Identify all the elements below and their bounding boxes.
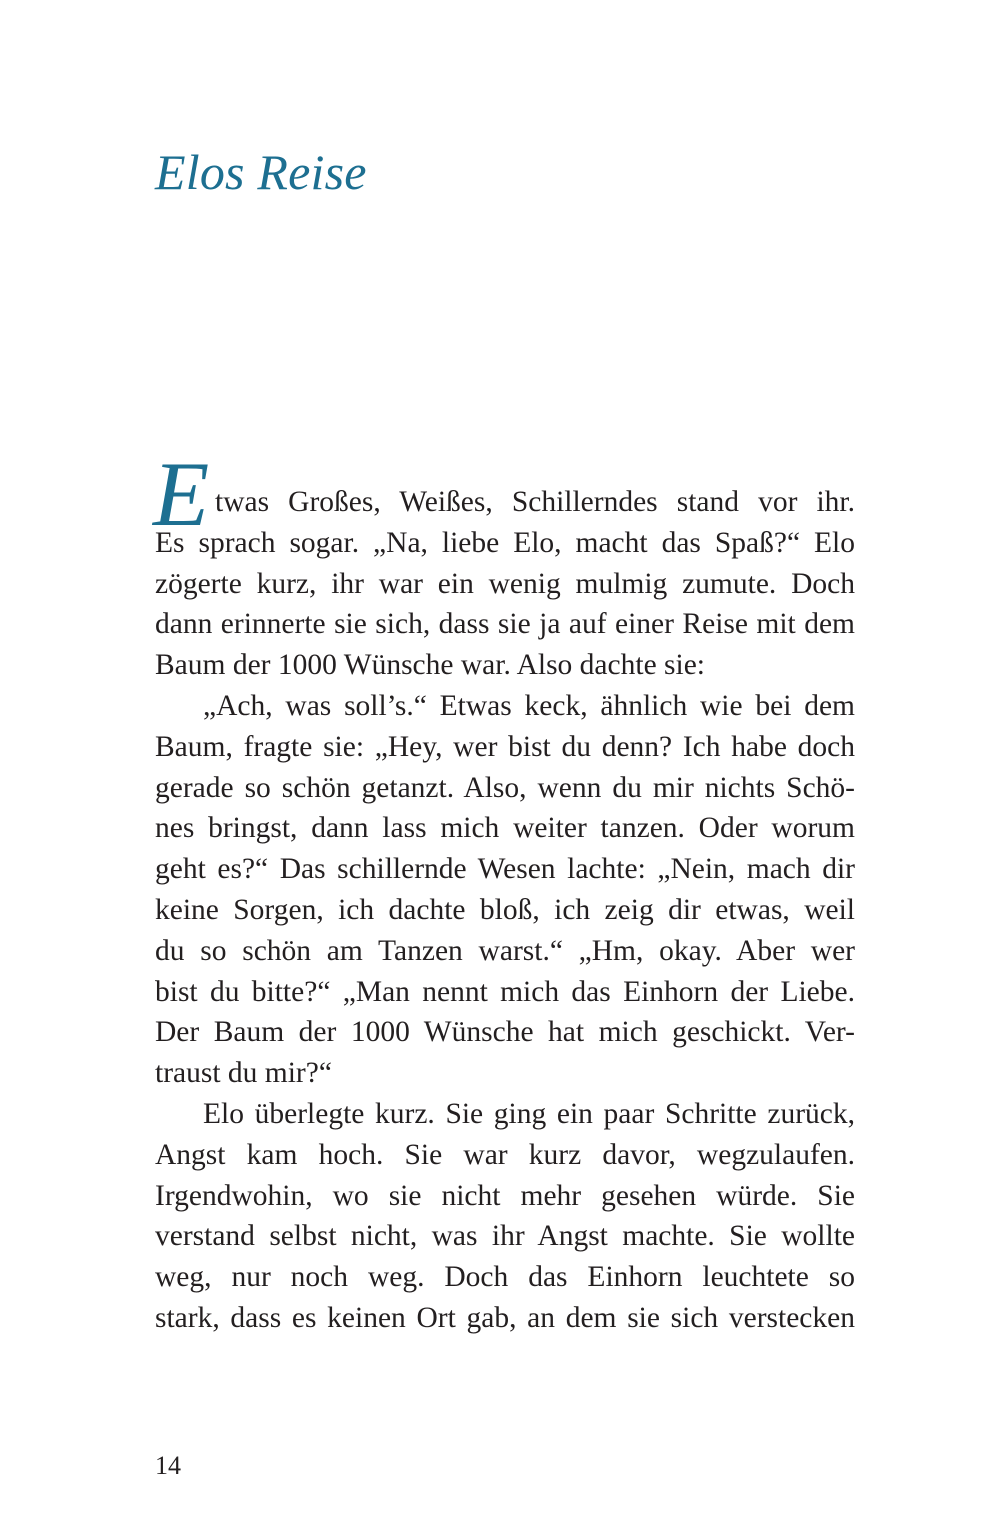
text-line: dann erinnerte sie sich, dass sie ja auf einer Reise mit dem [155,608,855,641]
text-line: weg, nur noch weg. Doch das Einhorn leuchtete so [155,1261,855,1294]
text-line: Elo überlegte kurz. Sie ging ein paar Schritte zurück, [203,1097,855,1130]
drop-cap-initial: E [153,443,210,545]
chapter-title: Elos Reise [155,144,367,200]
text-line: gerade so schön getanzt. Also, wenn du mir nichts Schö- [155,771,855,804]
text-line: Irgendwohin, wo sie nicht mehr gesehen würde. Sie [155,1179,855,1212]
text-line-content: twas Großes, Weißes, Schillerndes stand vor ihr. [215,486,855,518]
text-line: Der Baum der 1000 Wünsche hat mich geschickt. Ver- [155,1016,855,1049]
text-line: keine Sorgen, ich dachte bloß, ich zeig dir etwas, weil [155,893,855,926]
body-text [153,443,855,1339]
text-line: Baum der 1000 Wünsche war. Also dachte sie: [155,649,705,682]
text-line: du so schön am Tanzen warst.“ „Hm, okay. Aber wer [155,934,855,967]
text-line: nes bringst, dann lass mich weiter tanzen. Oder worum [155,812,855,845]
text-line: bist du bitte?“ „Man nennt mich das Einhorn der Liebe. [155,975,855,1008]
text-line: zögerte kurz, ihr war ein wenig mulmig zumute. Doch [155,567,855,600]
text-line: traust du mir?“ [155,1057,332,1090]
page-number: 14 [155,1451,181,1480]
text-line: Es sprach sogar. „Na, liebe Elo, macht das Spaß?“ Elo [155,526,855,559]
text-line: Baum, fragte sie: „Hey, wer bist du denn? Ich habe doch [155,730,855,763]
text-line: stark, dass es keinen Ort gab, an dem sie sich verstecken [155,1301,855,1334]
text-line: „Ach, was soll’s.“ Etwas keck, ähnlich wie bei dem [203,689,855,722]
text-line: geht es?“ Das schillernde Wesen lachte: „Nein, mach dir [155,853,855,886]
text-line: Angst kam hoch. Sie war kurz davor, wegzulaufen. [155,1138,855,1171]
text-line: verstand selbst nicht, was ihr Angst machte. Sie wollte [155,1220,855,1253]
